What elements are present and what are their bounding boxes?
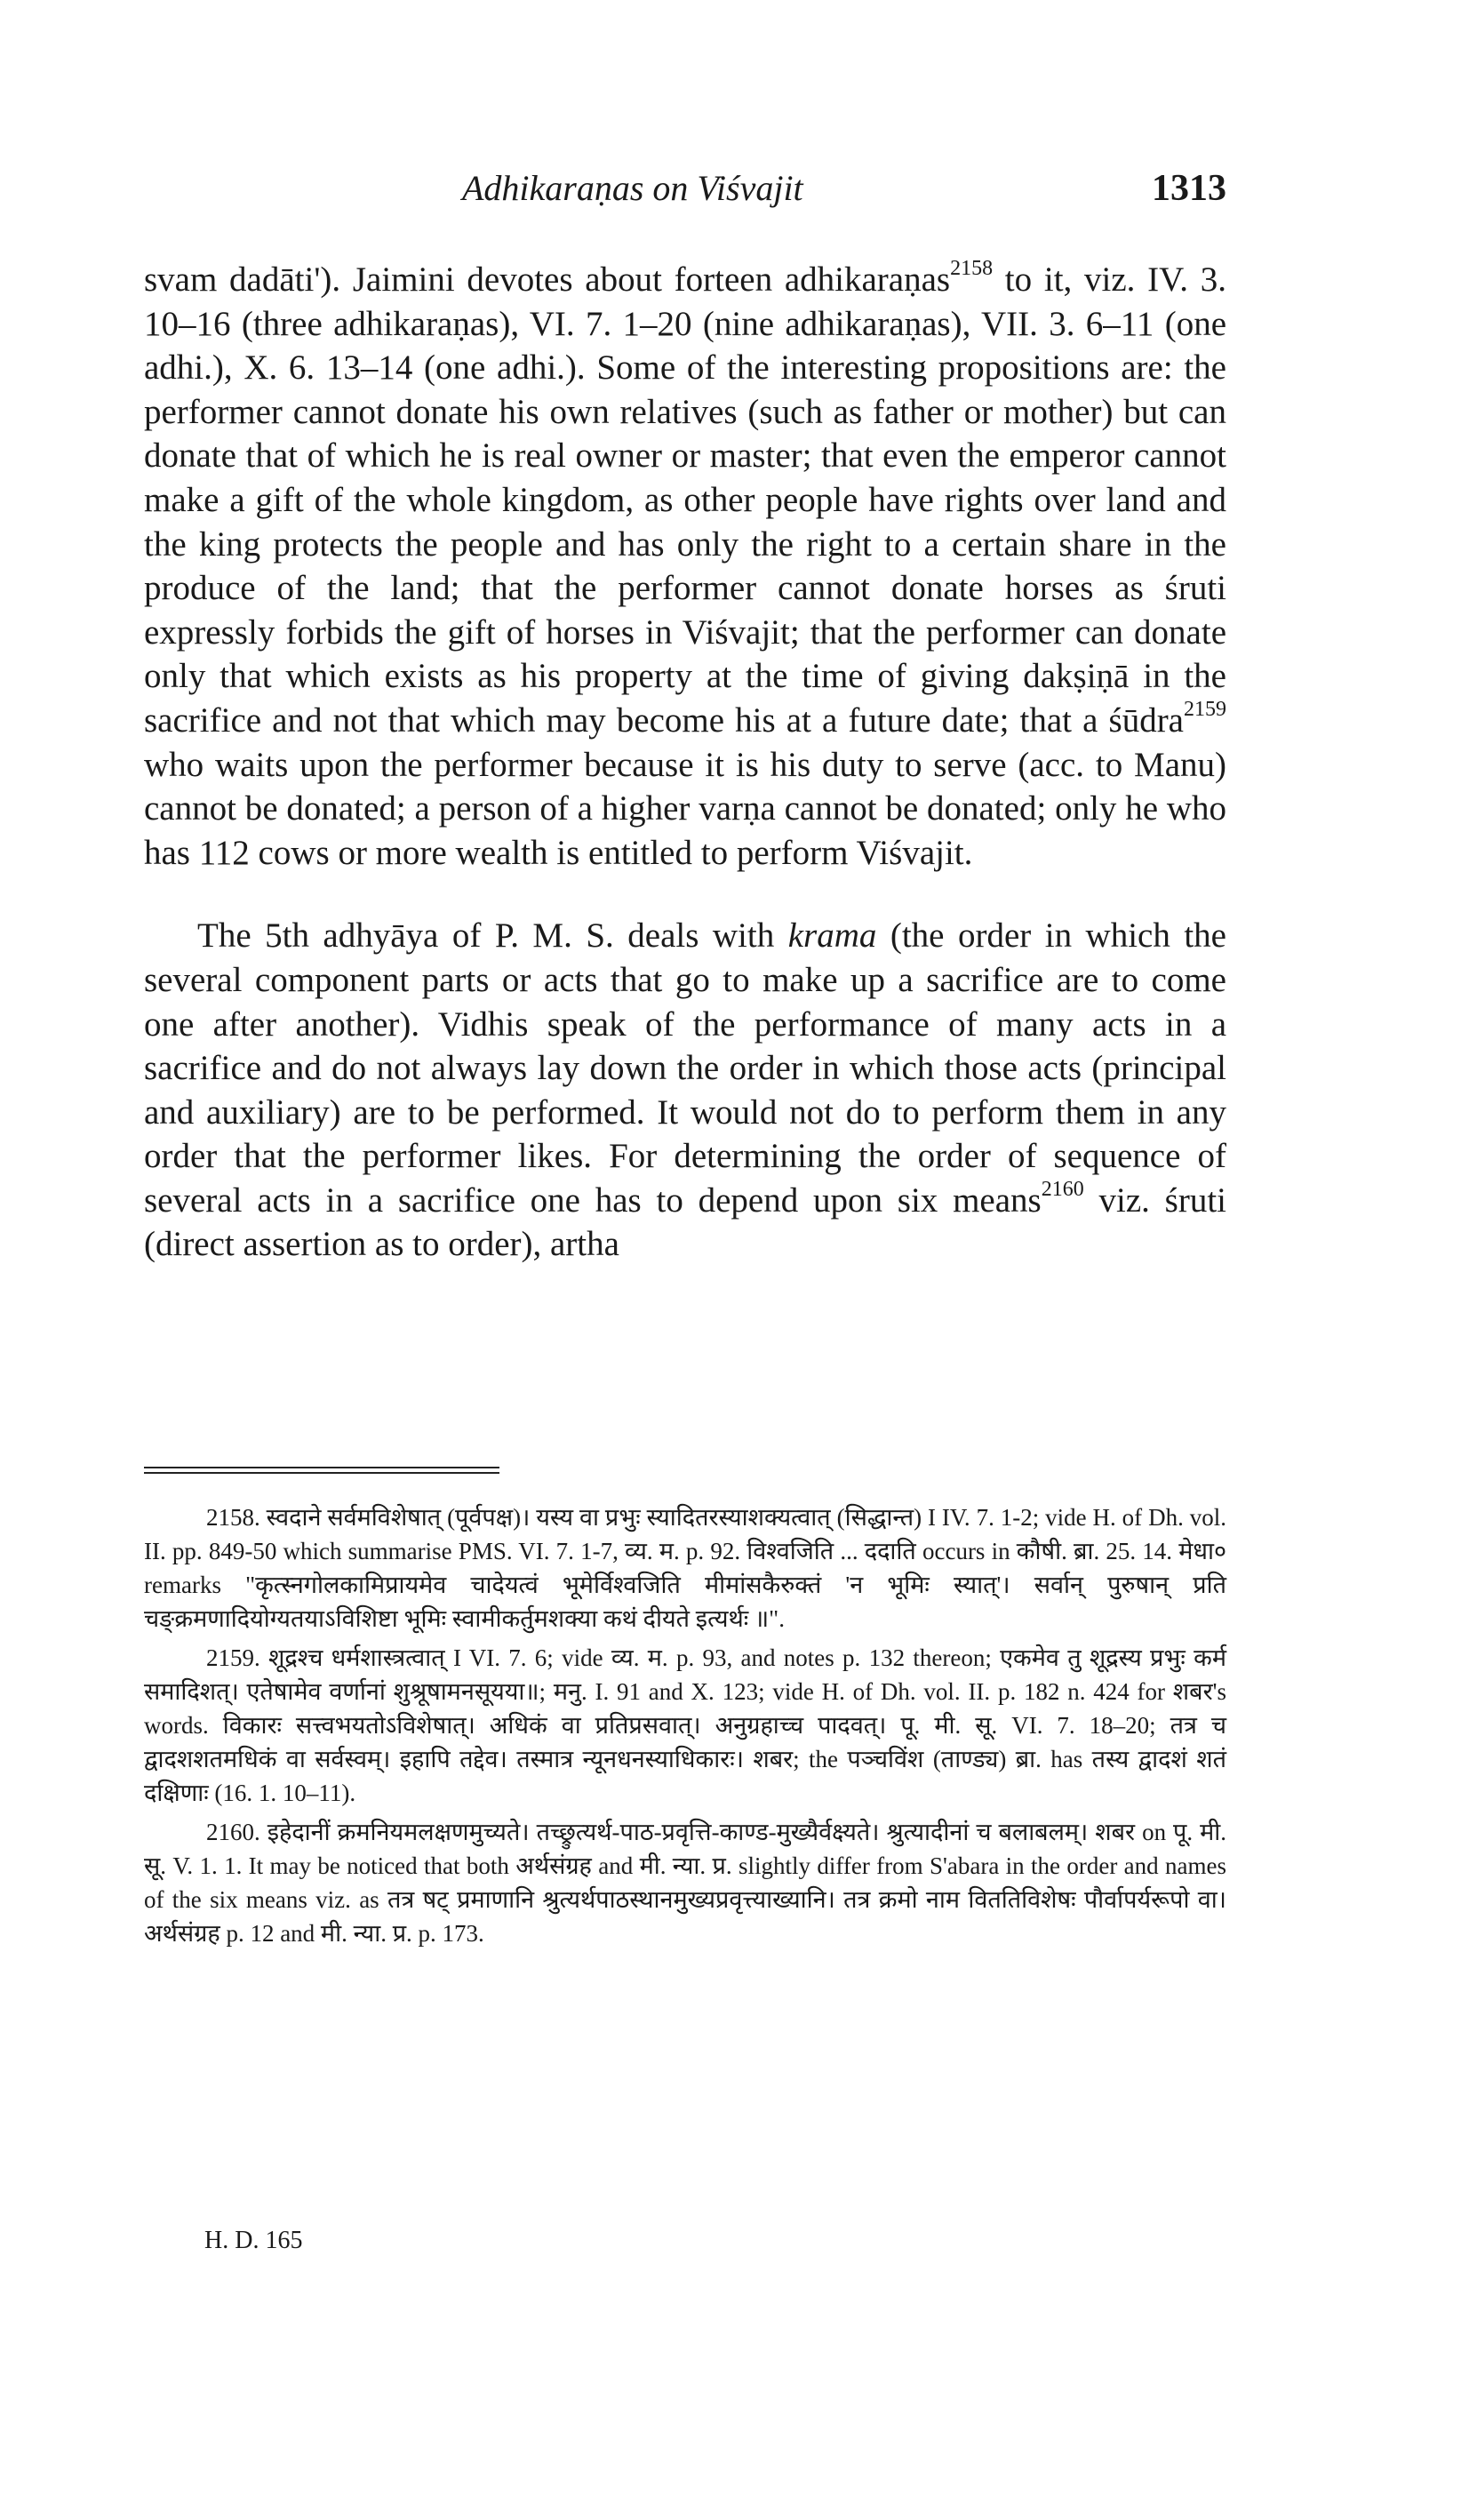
footnote-divider [144, 1467, 499, 1476]
paragraph-1-text-a: svam dadāti'). Jaimini devotes about forteen adhikaraṇas [144, 260, 951, 299]
paragraph-2-italic-term: krama [787, 916, 877, 956]
footnote-2160: 2160. इहेदानीं क्रमनियमलक्षणमुच्यते। तच्छ्रुत्यर्थ-पाठ-प्रवृत्ति-काण्ड-मुख्यैर्वक्ष्यते। श्रुत्यादीनां च बलाबलम्। शबर on पू. मी. सू. V. 1. 1. It may be noticed that both अर्थसंग्रह and मी. न्या. प्र. slightly differ from S'abara in the order and names of the six means viz. as तत्र षट् प्रमाणानि श्रुत्यर्थपाठस्थानमुख्यप्रवृत्त्याख्यानि। तत्र क्रमो नाम विततिविशेषः पौर्वापर्यरूपो वा। अर्थसंग्रह p. 12 and मी. न्या. प्र. p. 173. [144, 1819, 1226, 1947]
signature-mark: H. D. 165 [204, 2227, 303, 2254]
footnotes [144, 1500, 1226, 1956]
paragraph-1-text-c: who waits upon the performer because it is his duty to serve (acc. to Manu) cannot be donated; a person of a higher varṇa cannot be donated; only he who has 112 cows or more wealth is entitled to perform Viśvajit. [144, 745, 1226, 872]
page-number: 1313 [1152, 168, 1226, 209]
paragraph-2-text-b: (the order in which the several component parts or acts that go to make up a sacrifice are to come one after another). Vidhis speak of the performance of many acts in a sacrifice and do not always lay down the order in which those acts (principal and auxiliary) are to be performed. It would not do to perform them in any order that the performer likes. For determining the order of sequence of several acts in a sacrifice one has to depend upon six means [144, 916, 1226, 1220]
main-text [144, 258, 1226, 1267]
paragraph-1 [144, 258, 1226, 875]
paragraph-2-text-c: viz. śruti (direct assertion as to order), artha [144, 1180, 1227, 1264]
running-title: Adhikaraṇas on Viśvajit [462, 168, 803, 208]
paragraph-2-text-a: The 5th adhyāya of P. M. S. deals with [197, 916, 788, 956]
page-header [142, 167, 1226, 220]
footnote-ref-2158: 2158 [950, 257, 994, 280]
paragraph-2 [144, 914, 1226, 1267]
footnote-ref-2159: 2159 [1184, 697, 1226, 721]
footnote-2159: 2159. शूद्रश्च धर्मशास्त्रत्वात् I VI. 7. 6; vide व्य. म. p. 93, and notes p. 132 thereon; एकमेव तु शूद्रस्य प्रभुः कर्म समादिशत्। एतेषामेव वर्णानां शुश्रूषामनसूयया॥; मनु. I. 91 and X. 123; vide H. of Dh. vol. II. p. 182 n. 424 for शबर's words. विकारः सत्त्वभयतोऽविशेषात्। अधिकं वा प्रतिप्रसवात्। अनुग्रहाच्च पादवत्। पू. मी. सू. VI. 7. 18–20; तत्र च द्वादशशतमधिकं वा सर्वस्वम्। इहापि तद्देव। तस्मात्र न्यूनधनस्याधिकारः। शबर; the पञ्चविंश (ताण्ड्य) ब्रा. has तस्य द्वादशं शतं दक्षिणाः (16. 1. 10–11). [144, 1644, 1226, 1806]
footnote-2158: 2158. स्वदाने सर्वमविशेषात् (पूर्वपक्ष)। यस्य वा प्रभुः स्यादितरस्याशक्यत्वात् (सिद्धान्त) I IV. 7. 1-2; vide H. of Dh. vol. II. pp. 849-50 which summarise PMS. VI. 7. 1-7, व्य. म. p. 92. विश्वजिति ... ददाति occurs in कौषी. ब्रा. 25. 14. मेधा० remarks "कृत्स्नगोलकामिप्रायमेव चादेयत्वं भूमेर्विश्वजिति मीमांसकैरुक्तं 'न भूमिः स्यात्'। सर्वान् पुरुषान् प्रति चङ्क्रमणादियोग्यतयाऽविशिष्टा भूमिः स्वामीकर्तुमशक्या कथं दीयते इत्यर्थः ॥". [144, 1504, 1226, 1632]
paragraph-1-text-b: to it, viz. IV. 3. 10–16 (three adhikaraṇas), VI. 7. 1–20 (nine adhikaraṇas), VII. 3. 6–11 (one adhi.), X. 6. 13–14 (one adhi.). Some of the interesting propositions are: the performer cannot donate his own relatives (such as father or mother) but can donate that of which he is real owner or master; that even the emperor cannot make a gift of the whole kingdom, as other people have rights over land and the king protects the people and has only the right to a certain share in the produce of the land; that the performer cannot donate horses as śruti expressly forbids the gift of horses in Viśvajit; that the performer can donate only that which exists as his property at the time of giving dakṣiṇā in the sacrifice and not that which may become his at a future date; that a śūdra [144, 260, 1227, 740]
footnote-ref-2160: 2160 [1041, 1177, 1084, 1201]
